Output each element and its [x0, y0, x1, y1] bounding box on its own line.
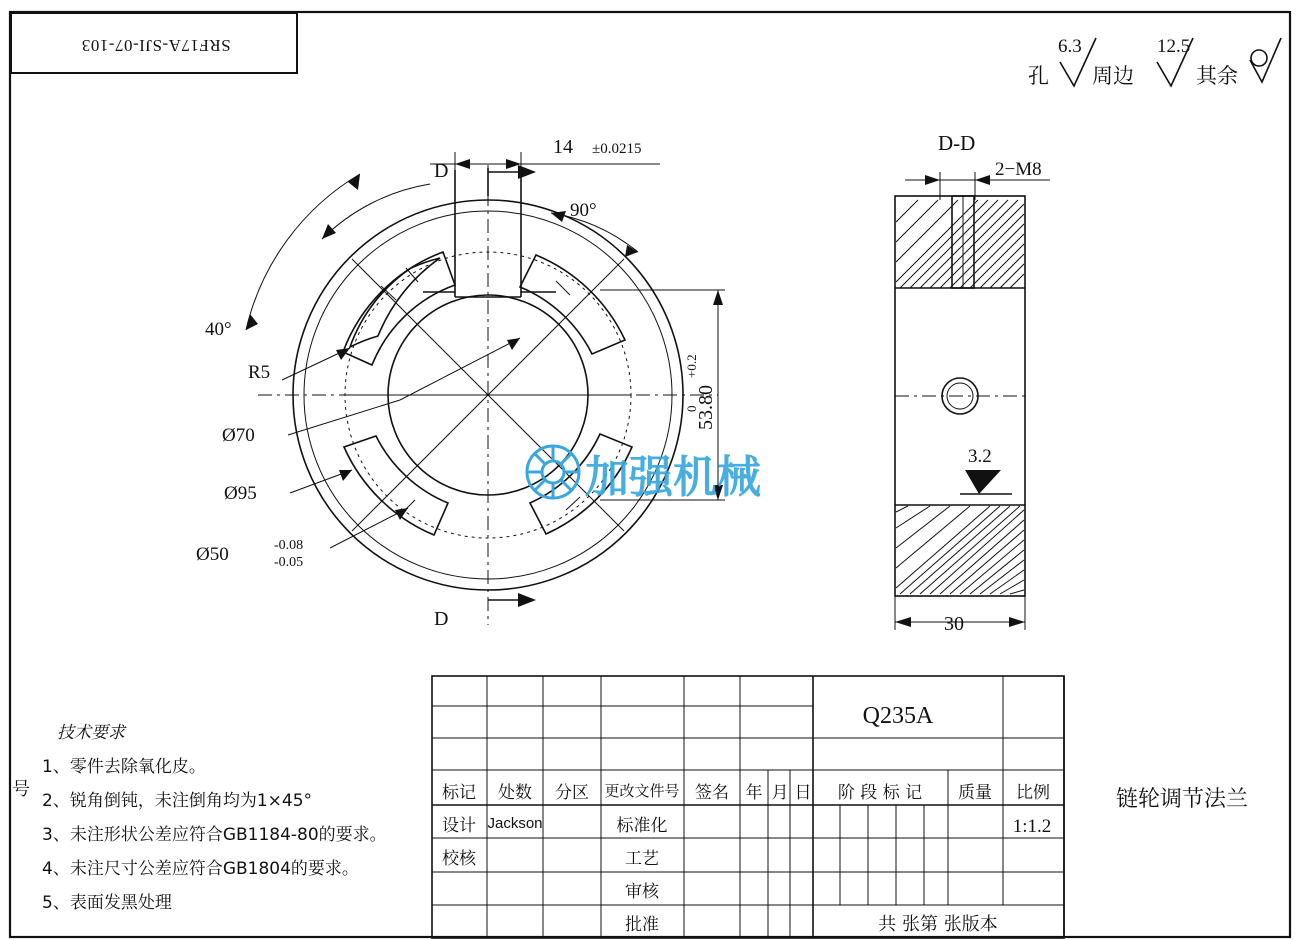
d50-tol-lower: -0.05 [274, 555, 304, 570]
d95-arrow [339, 470, 352, 481]
section-label-top: D [434, 160, 449, 182]
row-label-check: 校核 [442, 849, 476, 869]
dim14-tolerance: ±0.0215 [592, 141, 642, 157]
rev-header-3: 更改文件号 [604, 782, 680, 800]
title-block-frame [432, 676, 1064, 938]
angle-90-label: 90° [570, 200, 597, 221]
tech-req-3: 3、未注形状公差应符合GB1184-80的要求。 [42, 825, 387, 845]
d50-tol-upper: -0.08 [274, 538, 304, 553]
dim14-value: 14 [553, 136, 573, 158]
angle-inner-arrow [322, 224, 336, 239]
scale-value: 1:1.2 [1012, 816, 1052, 837]
rev-header-1: 处数 [498, 783, 532, 803]
watermark [527, 446, 761, 503]
roughness-edge-label: 周边 [1092, 64, 1134, 88]
left-leaders [196, 338, 520, 570]
dim30-value: 30 [944, 613, 964, 635]
roughness-hole-value: 6.3 [1058, 36, 1082, 57]
material-value: Q235A [862, 703, 934, 729]
angle-40-arrow [348, 174, 360, 190]
rev-header-7: 日 [794, 783, 812, 803]
mid-label-2: 审核 [625, 882, 659, 902]
sheet-note: 共 张第 张版本 [878, 914, 998, 935]
tech-req-2: 2、锐角倒钝，未注倒角均为1×45° [42, 791, 313, 811]
roughness-rest-symbol [1250, 38, 1281, 82]
section-view-title: D-D [938, 131, 976, 155]
m8-label: 2−M8 [995, 159, 1042, 180]
watermark-text: 加强机械 [585, 452, 761, 503]
dim5380-tol-lower: 0 [684, 405, 699, 412]
r5-label: R5 [248, 362, 271, 383]
hatch-bottom [896, 506, 1024, 594]
d70-leader-2 [400, 338, 520, 400]
title-block [432, 676, 1248, 938]
angle-inner-arc [322, 184, 430, 239]
surface-roughness-group [1028, 36, 1281, 88]
rev-header-6: 月 [771, 783, 789, 803]
drawing-code-box [10, 12, 298, 74]
section-label-bottom: D [434, 608, 449, 630]
rev-header-4: 签名 [695, 783, 729, 803]
tech-req-title: 技术要求 [57, 723, 125, 743]
m8-arrow-right [975, 175, 990, 185]
mid-label-0: 标准化 [616, 816, 668, 836]
mid-label-1: 工艺 [625, 849, 659, 869]
row-value-design: Jackson [487, 815, 543, 832]
d70-leader [288, 400, 400, 435]
angle-40-arc [246, 174, 360, 330]
d50-label: Ø50 [196, 544, 229, 565]
left-edge-char: 号 [12, 779, 30, 800]
rev-header-5: 年 [745, 783, 763, 803]
roughness-32-value: 3.2 [968, 446, 992, 467]
roughness-rest-label: 其余 [1196, 64, 1238, 88]
angle-annotations [205, 174, 638, 340]
hatch-top [896, 200, 1024, 288]
mid-label-3: 批准 [625, 915, 659, 935]
tech-req-4: 4、未注尺寸公差应符合GB1804的要求。 [42, 859, 359, 879]
section-arrow-top-head [518, 165, 536, 179]
dim-14 [430, 136, 660, 178]
roughness-32-symbol [965, 470, 1001, 494]
roughness-edge-value: 12.5 [1157, 36, 1191, 57]
dim14-arrow-left [455, 159, 470, 169]
stage-header-2: 比例 [1016, 783, 1050, 803]
dim30-arrow-left [895, 617, 911, 627]
d95-label: Ø95 [224, 483, 257, 504]
tech-req-1: 1、零件去除氧化皮。 [42, 757, 206, 777]
roughness-hole-label: 孔 [1028, 64, 1049, 88]
tech-req-5: 5、表面发黑处理 [42, 893, 172, 913]
roughness-rest-circle [1251, 50, 1267, 66]
dim5380-arrow-top [713, 290, 723, 305]
row-label-design: 设计 [442, 816, 476, 836]
stage-header-0: 阶 段 标 记 [837, 783, 923, 803]
rev-header-2: 分区 [555, 783, 589, 803]
stage-header-1: 质量 [958, 783, 992, 803]
angle-40-label: 40° [205, 319, 232, 340]
dim5380-tol-upper: +0.2 [684, 354, 699, 378]
drawing-code-text: SRF17A-SJI-07-103 [81, 36, 231, 55]
angle-90-arrow-1 [551, 211, 566, 222]
m8-arrow-left [925, 175, 940, 185]
part-name-value: 链轮调节法兰 [1115, 787, 1249, 812]
section-view-dd [895, 131, 1050, 635]
section-arrow-bot-head [518, 593, 536, 607]
dim5380-value: 53.80 [695, 385, 717, 430]
rev-header-0: 标记 [442, 783, 476, 803]
dim30-arrow-right [1009, 617, 1025, 627]
d70-label: Ø70 [222, 425, 255, 446]
